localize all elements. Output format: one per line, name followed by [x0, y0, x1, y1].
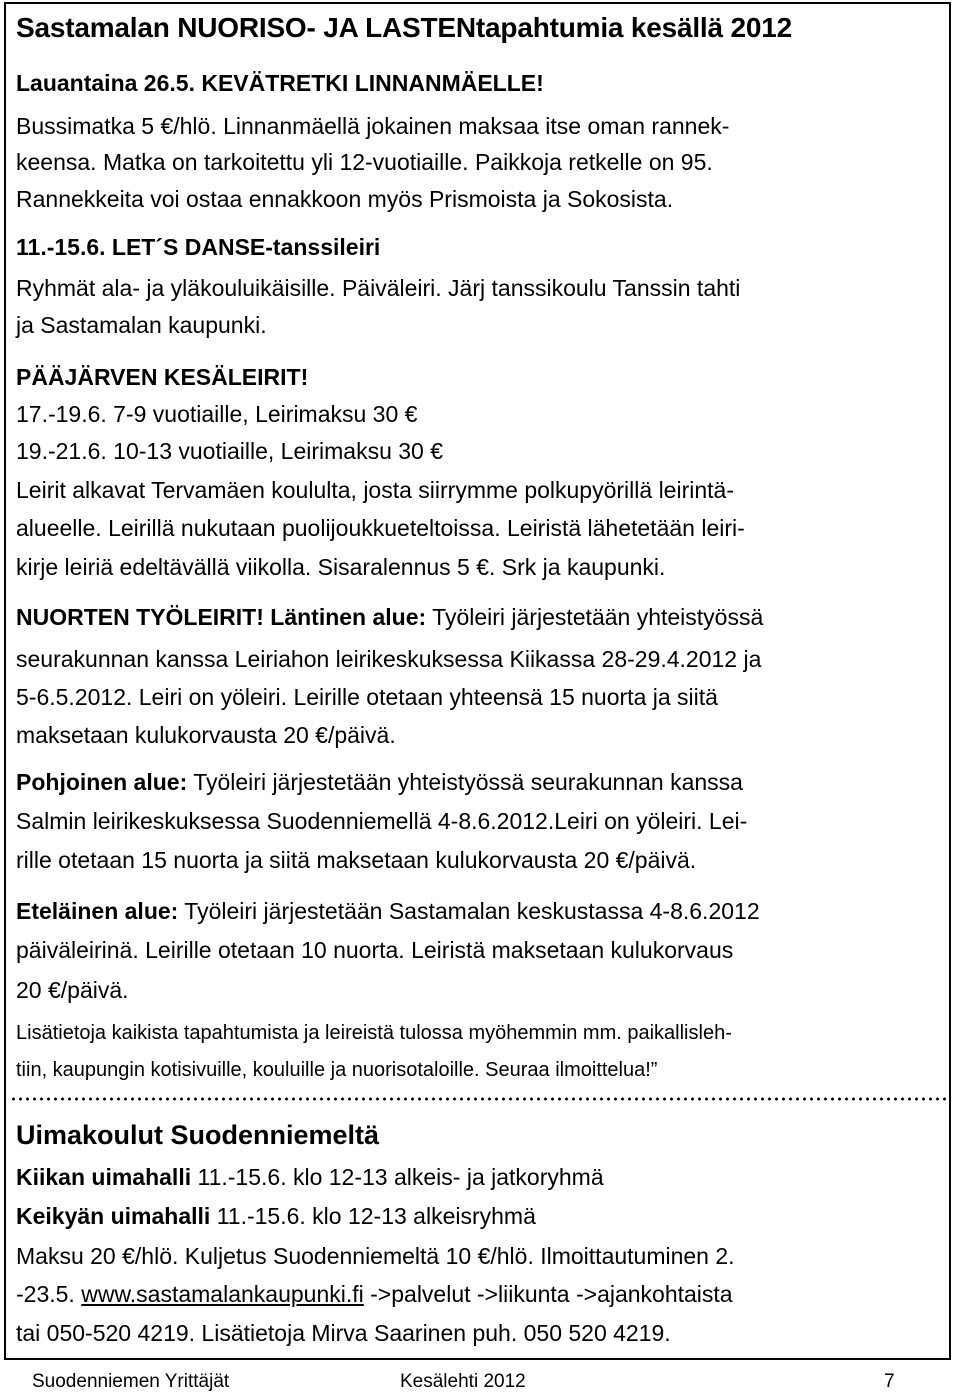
- pohjoinen-line: Salmin leirikeskuksessa Suodenniemellä 4-8.6.2012.Leiri on yöleiri. Lei-: [16, 808, 748, 834]
- tanssileiri-line: ja Sastamalan kaupunki.: [16, 312, 267, 338]
- kevatretki-line: Bussimatka 5 €/hlö. Linnanmäellä jokainen maksaa itse oman rannek-: [16, 113, 730, 139]
- kesaleirit-line: kirje leiriä edeltävällä viikolla. Sisaralennus 5 €. Srk ja kaupunki.: [16, 554, 666, 580]
- kesaleirit-line: alueelle. Leirillä nukutaan puolijoukkueteltoissa. Leiristä lähetetään leiri-: [16, 515, 745, 541]
- kesaleirit-heading: PÄÄJÄRVEN KESÄLEIRIT!: [16, 364, 309, 390]
- dotted-separator: [10, 1097, 948, 1101]
- lansi-line: seurakunnan kanssa Leiriahon leirikeskuksessa Kiikassa 28-29.4.2012 ja: [16, 646, 762, 672]
- kevatretki-line: keensa. Matka on tarkoitettu yli 12-vuotiaille. Paikkoja retkelle on 95.: [16, 149, 713, 175]
- kesaleirit-line: 19.-21.6. 10-13 vuotiaille, Leirimaksu 30 €: [16, 438, 444, 464]
- tanssileiri-heading: 11.-15.6. LET´S DANSE-tanssileiri: [16, 234, 381, 260]
- lansi-line: maksetaan kulukorvausta 20 €/päivä.: [16, 722, 396, 748]
- footer-issue: Kesälehti 2012: [400, 1371, 526, 1392]
- keikya-label: Keikyän uimahalli: [16, 1203, 211, 1229]
- pohjoinen-line: rille otetaan 15 nuorta ja siitä maksetaan kulukorvausta 20 €/päivä.: [16, 847, 697, 873]
- kevatretki-heading: Lauantaina 26.5. KEVÄTRETKI LINNANMÄELLE!: [16, 70, 544, 96]
- lansi-line: 5-6.5.2012. Leiri on yöleiri. Leirille otetaan yhteensä 15 nuorta ja siitä: [16, 684, 718, 710]
- footer-page-number: 7: [884, 1371, 895, 1392]
- kiikka-line: [16, 1162, 604, 1192]
- kiikka-text: 11.-15.6. klo 12-13 alkeis- ja jatkoryhmä: [191, 1164, 604, 1190]
- footer-publisher: Suodenniemen Yrittäjät: [32, 1371, 230, 1392]
- website-link[interactable]: www.sastamalankaupunki.fi: [81, 1281, 364, 1307]
- tyoleirit-heading: NUORTEN TYÖLEIRIT!: [16, 604, 264, 630]
- maksu-line: Maksu 20 €/hlö. Kuljetus Suodenniemeltä 10 €/hlö. Ilmoittautuminen 2.: [16, 1243, 735, 1269]
- link-suffix: ->palvelut ->liikunta ->ajankohtaista: [363, 1281, 733, 1307]
- link-line: [16, 1279, 733, 1309]
- kesaleirit-line: Leirit alkavat Tervamäen koululta, josta siirrymme polkupyörillä leirintä-: [16, 477, 734, 503]
- pohjoinen-text: Työleiri järjestetään yhteistyössä seurakunnan kanssa: [187, 769, 743, 795]
- etela-label: Eteläinen alue:: [16, 898, 179, 924]
- lansi-label: Läntinen alue:: [270, 604, 427, 630]
- page-title: Sastamalan NUORISO- JA LASTENtapahtumia kesällä 2012: [16, 12, 792, 43]
- pohjoinen-first-line: [16, 767, 743, 797]
- pohjoinen-label: Pohjoinen alue:: [16, 769, 188, 795]
- tyoleirit-first-line: [16, 602, 763, 632]
- tanssileiri-line: Ryhmät ala- ja yläkouluikäisille. Päiväleiri. Järj tanssikoulu Tanssin tahti: [16, 275, 741, 301]
- etela-line: 20 €/päivä.: [16, 977, 129, 1003]
- uimakoulut-heading: Uimakoulut Suodenniemeltä: [16, 1120, 380, 1150]
- lansi-text: Työleiri järjestetään yhteistyössä: [426, 604, 764, 630]
- kevatretki-line: Rannekkeita voi ostaa ennakkoon myös Prismoista ja Sokosista.: [16, 186, 674, 212]
- contact-line: tai 050-520 4219. Lisätietoja Mirva Saarinen puh. 050 520 4219.: [16, 1320, 671, 1346]
- link-prefix: -23.5.: [16, 1281, 82, 1307]
- lisatietoja-line: Lisätietoja kaikista tapahtumista ja leireistä tulossa myöhemmin mm. paikallisleh-: [16, 1022, 732, 1044]
- kesaleirit-line: 17.-19.6. 7-9 vuotiaille, Leirimaksu 30 €: [16, 401, 418, 427]
- lisatietoja-line: tiin, kaupungin kotisivuille, kouluille ja nuorisotaloille. Seuraa ilmoittelua!”: [16, 1059, 658, 1081]
- kiikka-label: Kiikan uimahalli: [16, 1164, 192, 1190]
- etela-first-line: [16, 896, 760, 926]
- etela-text: Työleiri järjestetään Sastamalan keskustassa 4-8.6.2012: [178, 898, 760, 924]
- etela-line: päiväleirinä. Leirille otetaan 10 nuorta. Leiristä maksetaan kulukorvaus: [16, 937, 734, 963]
- keikya-text: 11.-15.6. klo 12-13 alkeisryhmä: [210, 1203, 536, 1229]
- keikya-line: [16, 1201, 536, 1231]
